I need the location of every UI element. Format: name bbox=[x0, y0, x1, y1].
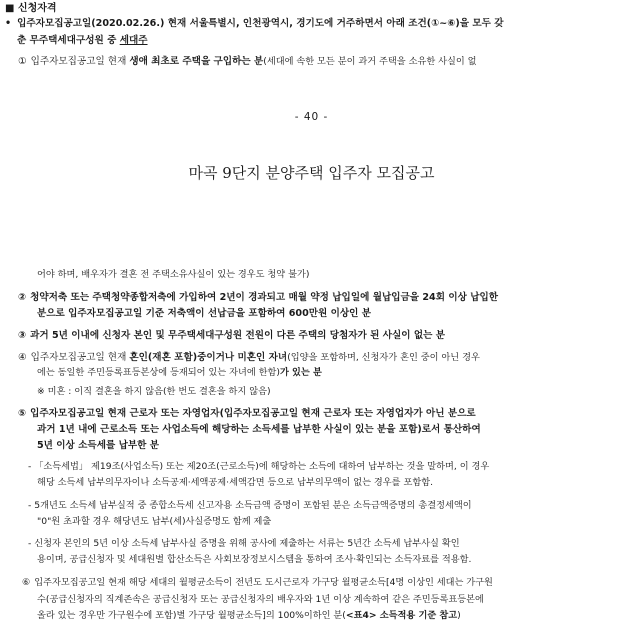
page-number: - 40 - bbox=[294, 111, 329, 123]
detail-3-line-1: - 신청자 본인의 5년 이상 소득세 납부사실 증명을 위해 공사에 제출하는 서류는 5년간 소득세 납부사실 확인 bbox=[28, 538, 460, 549]
eligibility-householder: 세대주 bbox=[119, 35, 148, 46]
condition-6-table-ref: <표4> 소득적용 기준 참고 bbox=[345, 610, 458, 621]
condition-1-line-1 bbox=[18, 55, 477, 68]
condition-1-text-c: (세대에 속한 모든 분이 과거 주택을 소유한 사실이 없 bbox=[263, 56, 477, 67]
bullet-icon: • bbox=[5, 18, 12, 29]
condition-4-text-d: 에는 동일한 주민등록표등본상에 등재되어 있는 자녀에 한함) bbox=[37, 367, 280, 378]
eligibility-text-2: 춘 무주택세대구성원 중 bbox=[17, 35, 120, 46]
eligibility-bullet-line-2 bbox=[17, 34, 148, 47]
condition-2-line-2: 분으로 입주자모집공고일 기준 저축액이 선납금을 포함하여 600만원 이상인 분 bbox=[37, 308, 372, 319]
condition-1-continuation: 어야 하며, 배우자가 결혼 전 주택소유사실이 있는 경우도 청약 불가) bbox=[37, 269, 310, 280]
detail-2-line-2: "0"원 초과할 경우 해당년도 납부(세)사실증명도 함께 제출 bbox=[37, 516, 272, 527]
condition-1-text-a: 입주자모집공고일 현재 bbox=[30, 56, 130, 67]
detail-2-line-1: - 5개년도 소득세 납부실적 중 종합소득세 신고자용 소득금액 증명이 포함된 분은 소득금액증명의 총결정세액이 bbox=[28, 500, 472, 511]
condition-4-line-2 bbox=[37, 366, 322, 379]
detail-1-line-1: - 「소득세법」 제19조(사업소득) 또는 제20조(근로소득)에 해당하는 소득에 대하여 납부하는 것을 말하며, 이 경우 bbox=[28, 461, 490, 472]
condition-6-marker: ⑥ bbox=[22, 577, 31, 588]
condition-1-text-b: 생애 최초로 주택을 구입하는 분 bbox=[129, 56, 264, 67]
detail-3-line-2: 용이며, 공급신청자 및 세대원별 합산소득은 사회보장정보시스템을 통하여 조사·확인되는 소득자료를 적용함. bbox=[37, 554, 472, 565]
condition-5-marker: ⑤ bbox=[18, 408, 27, 419]
eligibility-text-1: 입주자모집공고일(2020.02.26.) 현재 서울특별시, 인천광역시, 경기도에 거주하면서 아래 조건(①~⑥)을 모두 갖 bbox=[17, 18, 504, 29]
condition-2-marker: ② bbox=[18, 292, 27, 303]
condition-5-line-2: 과거 1년 내에 근로소득 또는 사업소득에 해당하는 소득세를 납부한 사실이 있는 분을 포함)로서 통산하여 bbox=[37, 424, 481, 435]
condition-4-note: ※ 미혼 : 이직 결혼을 하지 않음(한 번도 결혼을 하지 않음) bbox=[37, 386, 271, 397]
condition-6-text-c: ) bbox=[457, 610, 461, 621]
condition-4-text-b: 혼인(재혼 포함)중이거나 미혼인 자녀 bbox=[129, 352, 288, 363]
condition-6-text-1: 입주자모집공고일 현재 해당 세대의 월평균소득이 전년도 도시근로자 가구당 월평균소득[4명 이상인 세대는 가구원 bbox=[34, 577, 493, 588]
condition-1-marker: ① bbox=[18, 56, 27, 67]
condition-6-line-3 bbox=[37, 609, 461, 622]
condition-5-line-3: 5년 이상 소득세를 납부한 분 bbox=[37, 440, 159, 451]
condition-6-line-2: 수(공급신청자의 직계존속은 공급신청자 또는 공급신청자의 배우자와 1년 이상 계속하여 같은 주민등록표등본에 bbox=[37, 594, 484, 605]
eligibility-bullet-line-1 bbox=[5, 17, 504, 30]
condition-4-text-e: 가 있는 분 bbox=[279, 367, 322, 378]
condition-5-line-1 bbox=[18, 407, 476, 420]
condition-5-text-1: 입주자모집공고일 현재 근로자 또는 자영업자(입주자모집공고일 현재 근로자 또는 자영업자가 아닌 분으로 bbox=[30, 408, 476, 419]
detail-1-line-2: 해당 소득세 납부의무자이나 소득공제·세액공제·세액감면 등으로 납부의무액이 없는 경우를 포함함. bbox=[37, 477, 434, 488]
condition-6-line-1 bbox=[22, 576, 493, 589]
condition-4-line-1 bbox=[18, 351, 480, 364]
section-title: ■ 신청자격 bbox=[5, 3, 57, 14]
condition-2-text-1: 청약저축 또는 주택청약종합저축에 가입하여 2년이 경과되고 매월 약정 납입일에 월납입금을 24회 이상 납입한 bbox=[30, 292, 499, 303]
condition-4-marker: ④ bbox=[18, 352, 27, 363]
document-title: 마곡 9단지 분양주택 입주자 모집공고 bbox=[188, 164, 435, 182]
condition-3-text-1: 과거 5년 이내에 신청자 본인 및 무주택세대구성원 전원이 다른 주택의 당첨자가 된 사실이 없는 분 bbox=[30, 330, 445, 341]
condition-4-text-a: 입주자모집공고일 현재 bbox=[30, 352, 130, 363]
condition-2-line-1 bbox=[18, 291, 498, 304]
condition-3-line-1 bbox=[18, 329, 445, 342]
condition-4-text-c: (입양을 포함하며, 신청자가 혼인 중이 아닌 경우 bbox=[287, 352, 480, 363]
condition-3-marker: ③ bbox=[18, 330, 27, 341]
condition-6-text-a: 올라 있는 경우만 가구원수에 포함)별 가구당 월평균소득]의 100%이하인 분( bbox=[37, 610, 346, 621]
